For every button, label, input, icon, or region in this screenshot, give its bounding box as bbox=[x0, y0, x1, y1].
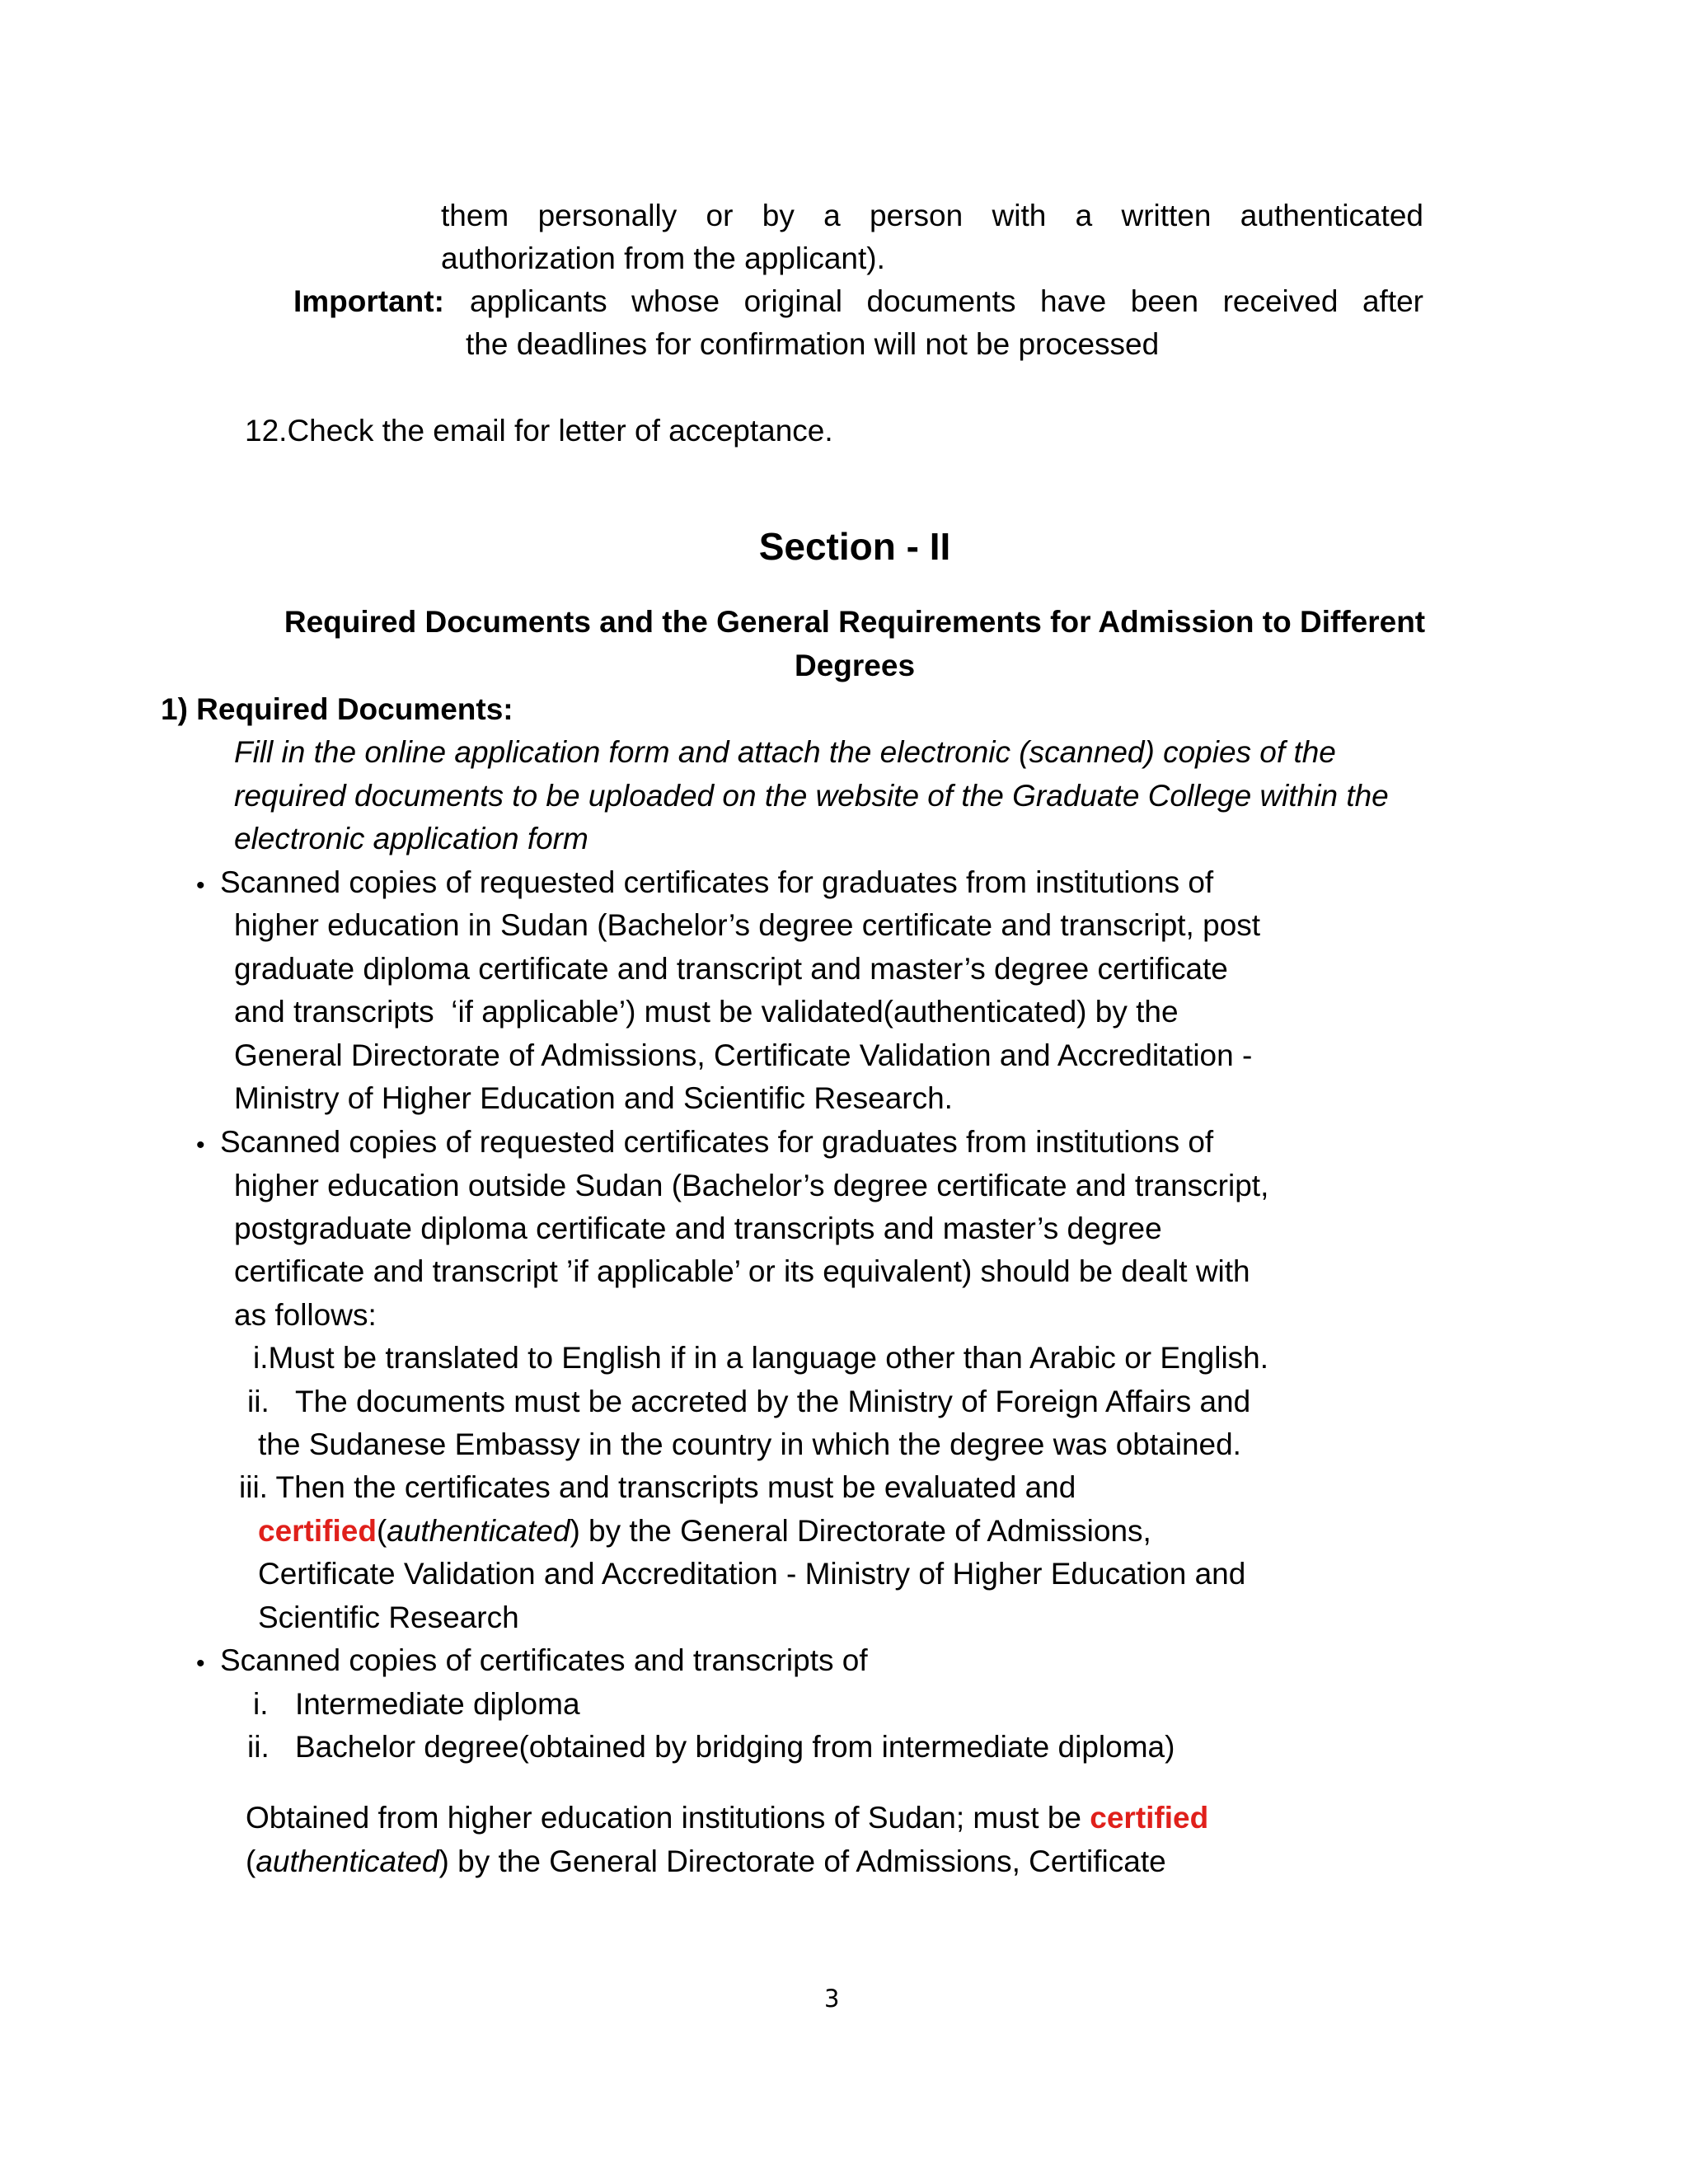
sub-item-iii-line-3: Certificate Validation and Accreditation - Ministry of Higher Education and bbox=[258, 1557, 1246, 1591]
sub-item-iii-line-4: Scientific Research bbox=[258, 1601, 519, 1634]
sub-item-ii-line-1: The documents must be accreted by the Ministry of Foreign Affairs and bbox=[295, 1385, 1251, 1418]
page-number: 3 bbox=[824, 1985, 840, 2013]
bullet-2-line-1: Scanned copies of requested certificates for graduates from institutions of bbox=[220, 1125, 1214, 1159]
bullet-1-line-3: graduate diploma certificate and transcript and master’s degree certificate bbox=[234, 952, 1228, 986]
section-title: Section - II bbox=[758, 525, 951, 568]
bullet-1-line-5: General Directorate of Admissions, Certificate Validation and Accreditation - bbox=[234, 1038, 1253, 1072]
sub-item-iii-line-2 bbox=[258, 1516, 1151, 1546]
closing-line-1 bbox=[246, 1802, 1208, 1833]
sub-item-iii-line-2-rest: ) by the General Directorate of Admissions, bbox=[570, 1514, 1151, 1548]
section-subtitle-line-1: Required Documents and the General Requirements for Admission to Different bbox=[284, 605, 1426, 639]
required-documents-intro-2: required documents to be uploaded on the website of the Graduate College within the bbox=[234, 779, 1389, 813]
certified-highlight: certified bbox=[258, 1514, 377, 1548]
bullet-1-line-2: higher education in Sudan (Bachelor’s degree certificate and transcript, post bbox=[234, 908, 1261, 942]
bullet-icon: • bbox=[196, 1650, 205, 1677]
bullet-2-line-3: postgraduate diploma certificate and transcripts and master’s degree bbox=[234, 1212, 1162, 1245]
intro-line-2: authorization from the applicant). bbox=[441, 241, 885, 275]
closing-line-1-text: Obtained from higher education institutions of Sudan; must be bbox=[246, 1801, 1081, 1835]
sub-item-ii-line-2: the Sudanese Embassy in the country in which the degree was obtained. bbox=[258, 1427, 1241, 1461]
intro-line-1: them personally or by a person with a written authenticated bbox=[441, 199, 1423, 232]
bullet-3-line-1: Scanned copies of certificates and transcripts of bbox=[220, 1643, 868, 1677]
important-text-line-1: applicants whose original documents have been received after bbox=[470, 284, 1423, 318]
important-text-line-2: the deadlines for confirmation will not be processed bbox=[466, 327, 1160, 361]
bullet-3-sub-ii-number: ii. bbox=[247, 1730, 270, 1764]
sub-item-i: i.Must be translated to English if in a language other than Arabic or English. bbox=[253, 1341, 1269, 1375]
closing-line-2-rest: ) by the General Directorate of Admissions, Certificate bbox=[438, 1844, 1166, 1878]
authenticated-italic: authenticated bbox=[387, 1514, 570, 1548]
bullet-icon: • bbox=[196, 1132, 205, 1159]
authenticated-italic: authenticated bbox=[256, 1844, 439, 1878]
step-12-text: Check the email for letter of acceptance. bbox=[287, 414, 833, 448]
open-paren: ( bbox=[246, 1844, 256, 1878]
required-documents-intro-1: Fill in the online application form and attach the electronic (scanned) copies of the bbox=[234, 735, 1336, 769]
bullet-1-line-1: Scanned copies of requested certificates for graduates from institutions of bbox=[220, 865, 1214, 899]
open-paren: ( bbox=[376, 1514, 387, 1548]
sub-item-ii-number: ii. bbox=[247, 1385, 270, 1418]
sub-item-iii-line-1: iii. Then the certificates and transcripts must be evaluated and bbox=[239, 1470, 1076, 1504]
bullet-2-line-2: higher education outside Sudan (Bachelor’s degree certificate and transcript, bbox=[234, 1169, 1269, 1202]
important-note bbox=[293, 286, 1423, 316]
bullet-1-line-4: and transcripts ‘if applicable’) must be validated(authenticated) by the bbox=[234, 995, 1179, 1029]
section-subtitle-line-2: Degrees bbox=[794, 649, 916, 682]
bullet-3-sub-ii-text: Bachelor degree(obtained by bridging from intermediate diploma) bbox=[295, 1730, 1175, 1764]
bullet-2-line-5: as follows: bbox=[234, 1298, 377, 1332]
bullet-3-sub-i-number: i. bbox=[253, 1687, 269, 1721]
bullet-1-line-6: Ministry of Higher Education and Scientific Research. bbox=[234, 1081, 953, 1115]
bullet-icon: • bbox=[196, 872, 205, 899]
step-12 bbox=[245, 415, 833, 446]
bullet-3-sub-i-text: Intermediate diploma bbox=[295, 1687, 580, 1721]
certified-highlight: certified bbox=[1090, 1801, 1209, 1835]
important-label: Important: bbox=[293, 284, 444, 318]
required-documents-heading: 1) Required Documents: bbox=[161, 692, 513, 726]
bullet-2-line-4: certificate and transcript ’if applicable’ or its equivalent) should be dealt with bbox=[234, 1254, 1250, 1288]
step-12-number: 12. bbox=[245, 414, 288, 448]
required-documents-intro-3: electronic application form bbox=[234, 822, 588, 855]
closing-line-2 bbox=[246, 1846, 1166, 1877]
